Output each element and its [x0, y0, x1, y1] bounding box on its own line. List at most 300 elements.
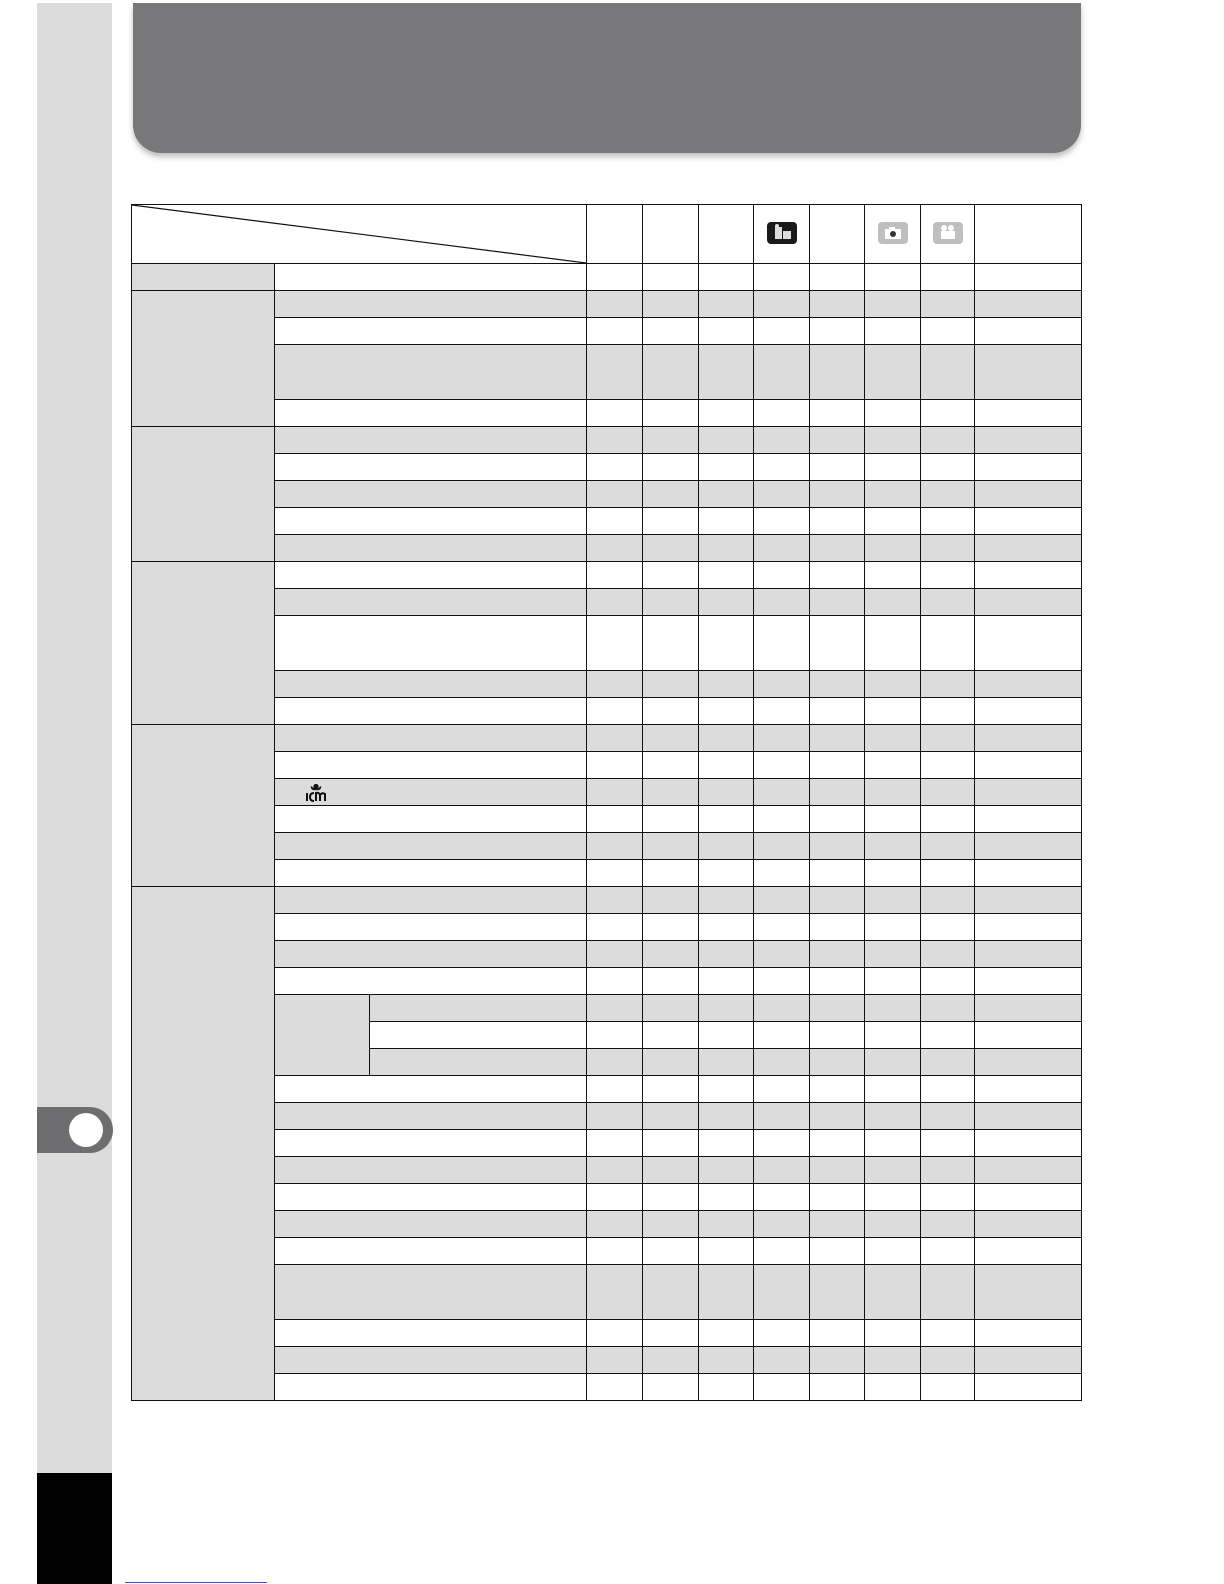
side-strip	[37, 3, 112, 1473]
value-cell	[975, 1049, 1082, 1076]
table-row	[132, 779, 1082, 806]
value-cell	[643, 779, 699, 806]
value-cell	[810, 671, 865, 698]
value-cell	[699, 345, 754, 400]
value-cell	[865, 941, 921, 968]
value-cell	[643, 1320, 699, 1347]
value-cell	[810, 1265, 865, 1320]
value-cell	[975, 887, 1082, 914]
value-cell	[865, 914, 921, 941]
value-cell	[975, 1130, 1082, 1157]
value-cell	[865, 1211, 921, 1238]
value-cell	[643, 1076, 699, 1103]
value-cell	[810, 833, 865, 860]
item-cell	[275, 1130, 587, 1157]
value-cell	[587, 1184, 643, 1211]
value-cell	[754, 1022, 810, 1049]
value-cell	[921, 1184, 975, 1211]
item-cell	[370, 995, 587, 1022]
table-row	[132, 1265, 1082, 1320]
value-cell	[587, 535, 643, 562]
value-cell	[587, 400, 643, 427]
value-cell	[699, 833, 754, 860]
value-cell	[921, 1265, 975, 1320]
value-cell	[699, 318, 754, 345]
footer-link-underline[interactable]	[125, 1582, 267, 1583]
camera-icon	[878, 222, 908, 244]
value-cell	[810, 941, 865, 968]
value-cell	[810, 535, 865, 562]
value-cell	[643, 1184, 699, 1211]
value-cell	[810, 1211, 865, 1238]
value-cell	[975, 914, 1082, 941]
value-cell	[810, 779, 865, 806]
item-cell	[275, 481, 587, 508]
value-cell	[865, 1103, 921, 1130]
value-cell	[699, 698, 754, 725]
value-cell	[975, 725, 1082, 752]
item-cell	[275, 454, 587, 481]
value-cell	[810, 427, 865, 454]
table-row	[132, 860, 1082, 887]
table-row	[132, 698, 1082, 725]
value-cell	[921, 752, 975, 779]
value-cell	[810, 562, 865, 589]
value-cell	[754, 400, 810, 427]
value-cell	[643, 671, 699, 698]
chapter-tab-circle	[69, 1113, 103, 1147]
table-row	[132, 616, 1082, 671]
value-cell	[643, 725, 699, 752]
value-cell	[921, 914, 975, 941]
value-cell	[865, 481, 921, 508]
value-cell	[865, 1347, 921, 1374]
table-row	[132, 995, 1082, 1022]
value-cell	[921, 345, 975, 400]
value-cell	[754, 1211, 810, 1238]
subcategory-cell	[275, 995, 370, 1076]
item-cell	[275, 941, 587, 968]
value-cell	[754, 1076, 810, 1103]
value-cell	[921, 1211, 975, 1238]
value-cell	[754, 562, 810, 589]
table-row	[132, 671, 1082, 698]
item-cell	[275, 671, 587, 698]
value-cell	[587, 1130, 643, 1157]
value-cell	[699, 860, 754, 887]
value-cell	[975, 779, 1082, 806]
value-cell	[865, 454, 921, 481]
category-cell	[132, 887, 275, 1401]
value-cell	[587, 1049, 643, 1076]
value-cell	[587, 345, 643, 400]
value-cell	[921, 806, 975, 833]
value-cell	[975, 318, 1082, 345]
value-cell	[975, 1265, 1082, 1320]
value-cell	[975, 968, 1082, 995]
value-cell	[643, 1238, 699, 1265]
value-cell	[865, 1022, 921, 1049]
table-row	[132, 454, 1082, 481]
value-cell	[921, 318, 975, 345]
value-cell	[699, 1374, 754, 1401]
value-cell	[754, 1265, 810, 1320]
value-cell	[865, 1184, 921, 1211]
value-cell	[810, 968, 865, 995]
value-cell	[865, 1076, 921, 1103]
value-cell	[810, 1374, 865, 1401]
value-cell	[699, 616, 754, 671]
value-cell	[699, 454, 754, 481]
value-cell	[975, 589, 1082, 616]
movie-camera-icon	[767, 222, 797, 244]
table-row	[132, 1238, 1082, 1265]
value-cell	[865, 968, 921, 995]
value-cell	[921, 1022, 975, 1049]
value-cell	[754, 995, 810, 1022]
value-cell	[921, 1347, 975, 1374]
value-cell	[865, 671, 921, 698]
table-row	[132, 725, 1082, 752]
function-table	[131, 204, 1082, 1401]
value-cell	[754, 833, 810, 860]
value-cell	[975, 291, 1082, 318]
value-cell	[975, 833, 1082, 860]
value-cell	[921, 1374, 975, 1401]
value-cell	[643, 968, 699, 995]
table-row	[132, 1320, 1082, 1347]
value-cell	[699, 1347, 754, 1374]
value-cell	[865, 508, 921, 535]
value-cell	[643, 995, 699, 1022]
macro-1cm-icon	[305, 782, 327, 802]
table-row	[132, 562, 1082, 589]
value-cell	[921, 291, 975, 318]
item-cell	[275, 833, 587, 860]
value-cell	[754, 1184, 810, 1211]
value-cell	[587, 1022, 643, 1049]
value-cell	[975, 264, 1082, 291]
value-cell	[975, 860, 1082, 887]
value-cell	[865, 725, 921, 752]
value-cell	[699, 779, 754, 806]
value-cell	[810, 860, 865, 887]
item-cell	[275, 1374, 587, 1401]
item-cell	[275, 264, 587, 291]
value-cell	[754, 345, 810, 400]
value-cell	[810, 454, 865, 481]
value-cell	[754, 725, 810, 752]
value-cell	[587, 725, 643, 752]
value-cell	[975, 1374, 1082, 1401]
item-cell	[275, 1347, 587, 1374]
value-cell	[699, 995, 754, 1022]
value-cell	[865, 264, 921, 291]
item-cell	[275, 1320, 587, 1347]
value-cell	[921, 779, 975, 806]
value-cell	[643, 535, 699, 562]
value-cell	[810, 806, 865, 833]
value-cell	[754, 1130, 810, 1157]
item-cell	[275, 725, 587, 752]
value-cell	[643, 860, 699, 887]
value-cell	[921, 264, 975, 291]
value-cell	[810, 887, 865, 914]
value-cell	[699, 671, 754, 698]
value-cell	[699, 1076, 754, 1103]
value-cell	[921, 1076, 975, 1103]
item-cell	[275, 318, 587, 345]
value-cell	[587, 1374, 643, 1401]
value-cell	[643, 887, 699, 914]
value-cell	[754, 671, 810, 698]
value-cell	[975, 671, 1082, 698]
value-cell	[754, 1157, 810, 1184]
value-cell	[754, 291, 810, 318]
table-row	[132, 481, 1082, 508]
item-cell	[275, 535, 587, 562]
value-cell	[754, 887, 810, 914]
value-cell	[921, 671, 975, 698]
value-cell	[699, 1049, 754, 1076]
value-cell	[643, 752, 699, 779]
table-row	[132, 887, 1082, 914]
value-cell	[643, 914, 699, 941]
value-cell	[754, 508, 810, 535]
value-cell	[810, 1347, 865, 1374]
value-cell	[921, 1130, 975, 1157]
value-cell	[754, 1049, 810, 1076]
value-cell	[754, 1103, 810, 1130]
value-cell	[587, 1103, 643, 1130]
value-cell	[865, 1049, 921, 1076]
item-cell	[275, 400, 587, 427]
value-cell	[699, 725, 754, 752]
value-cell	[643, 1130, 699, 1157]
value-cell	[865, 427, 921, 454]
value-cell	[643, 941, 699, 968]
item-cell	[370, 1049, 587, 1076]
value-cell	[865, 887, 921, 914]
table-row	[132, 1103, 1082, 1130]
value-cell	[699, 1022, 754, 1049]
value-cell	[754, 968, 810, 995]
value-cell	[643, 508, 699, 535]
value-cell	[810, 508, 865, 535]
value-cell	[643, 1374, 699, 1401]
value-cell	[643, 454, 699, 481]
mode-header-7	[921, 205, 975, 264]
value-cell	[975, 995, 1082, 1022]
value-cell	[587, 698, 643, 725]
table-row	[132, 1347, 1082, 1374]
value-cell	[810, 914, 865, 941]
value-cell	[810, 345, 865, 400]
value-cell	[921, 995, 975, 1022]
value-cell	[643, 481, 699, 508]
table-row	[132, 400, 1082, 427]
value-cell	[643, 427, 699, 454]
value-cell	[810, 752, 865, 779]
value-cell	[921, 508, 975, 535]
value-cell	[587, 941, 643, 968]
value-cell	[810, 1049, 865, 1076]
value-cell	[975, 1184, 1082, 1211]
category-cell	[132, 427, 275, 562]
value-cell	[865, 291, 921, 318]
category-cell	[132, 264, 275, 291]
value-cell	[865, 400, 921, 427]
value-cell	[865, 1130, 921, 1157]
value-cell	[699, 1238, 754, 1265]
value-cell	[699, 508, 754, 535]
value-cell	[865, 345, 921, 400]
value-cell	[921, 1103, 975, 1130]
value-cell	[699, 481, 754, 508]
value-cell	[754, 941, 810, 968]
value-cell	[921, 589, 975, 616]
value-cell	[587, 806, 643, 833]
value-cell	[810, 400, 865, 427]
value-cell	[975, 616, 1082, 671]
value-cell	[921, 833, 975, 860]
value-cell	[921, 616, 975, 671]
item-cell	[275, 1238, 587, 1265]
value-cell	[587, 264, 643, 291]
header-banner	[133, 3, 1081, 153]
item-cell	[275, 914, 587, 941]
mode-header-1	[587, 205, 643, 264]
value-cell	[810, 1130, 865, 1157]
value-cell	[587, 454, 643, 481]
value-cell	[921, 698, 975, 725]
value-cell	[643, 1103, 699, 1130]
value-cell	[810, 995, 865, 1022]
item-cell	[275, 1265, 587, 1320]
value-cell	[699, 427, 754, 454]
value-cell	[865, 995, 921, 1022]
value-cell	[865, 698, 921, 725]
value-cell	[699, 1157, 754, 1184]
value-cell	[754, 264, 810, 291]
film-camera-icon	[933, 222, 963, 244]
value-cell	[975, 1238, 1082, 1265]
table-row	[132, 508, 1082, 535]
value-cell	[921, 481, 975, 508]
table-row	[132, 589, 1082, 616]
value-cell	[975, 508, 1082, 535]
table-row	[132, 291, 1082, 318]
value-cell	[754, 860, 810, 887]
value-cell	[754, 535, 810, 562]
value-cell	[975, 562, 1082, 589]
value-cell	[921, 454, 975, 481]
value-cell	[587, 1265, 643, 1320]
value-cell	[587, 1157, 643, 1184]
value-cell	[865, 779, 921, 806]
value-cell	[587, 1347, 643, 1374]
value-cell	[865, 1374, 921, 1401]
value-cell	[921, 941, 975, 968]
value-cell	[975, 1076, 1082, 1103]
value-cell	[699, 562, 754, 589]
value-cell	[810, 725, 865, 752]
value-cell	[754, 914, 810, 941]
value-cell	[643, 1211, 699, 1238]
value-cell	[921, 427, 975, 454]
value-cell	[810, 698, 865, 725]
value-cell	[975, 1320, 1082, 1347]
mode-header-3	[699, 205, 754, 264]
table-row	[132, 535, 1082, 562]
value-cell	[587, 671, 643, 698]
value-cell	[643, 1022, 699, 1049]
mode-header-5	[810, 205, 865, 264]
value-cell	[587, 995, 643, 1022]
diagonal-header-cell	[132, 205, 587, 264]
value-cell	[975, 698, 1082, 725]
value-cell	[921, 725, 975, 752]
value-cell	[921, 1238, 975, 1265]
value-cell	[865, 860, 921, 887]
header-row	[132, 205, 1082, 264]
item-cell	[275, 1184, 587, 1211]
value-cell	[865, 752, 921, 779]
value-cell	[754, 752, 810, 779]
value-cell	[754, 1374, 810, 1401]
table-row	[132, 1076, 1082, 1103]
value-cell	[643, 400, 699, 427]
value-cell	[865, 562, 921, 589]
value-cell	[699, 887, 754, 914]
table-row	[132, 1157, 1082, 1184]
value-cell	[587, 1076, 643, 1103]
value-cell	[865, 833, 921, 860]
value-cell	[975, 1022, 1082, 1049]
value-cell	[643, 833, 699, 860]
value-cell	[810, 1103, 865, 1130]
value-cell	[587, 318, 643, 345]
value-cell	[921, 968, 975, 995]
value-cell	[865, 318, 921, 345]
value-cell	[810, 1022, 865, 1049]
value-cell	[587, 914, 643, 941]
value-cell	[865, 1265, 921, 1320]
value-cell	[643, 318, 699, 345]
value-cell	[587, 508, 643, 535]
value-cell	[699, 941, 754, 968]
category-cell	[132, 291, 275, 427]
item-cell	[275, 427, 587, 454]
value-cell	[699, 264, 754, 291]
value-cell	[699, 1265, 754, 1320]
value-cell	[975, 1211, 1082, 1238]
item-cell	[275, 345, 587, 400]
value-cell	[587, 752, 643, 779]
value-cell	[699, 914, 754, 941]
item-cell	[275, 562, 587, 589]
table-row	[132, 914, 1082, 941]
item-cell	[275, 291, 587, 318]
value-cell	[975, 481, 1082, 508]
item-cell	[275, 1157, 587, 1184]
value-cell	[643, 1265, 699, 1320]
value-cell	[587, 779, 643, 806]
table-row	[132, 1130, 1082, 1157]
table-row	[132, 427, 1082, 454]
item-cell	[275, 698, 587, 725]
value-cell	[754, 454, 810, 481]
